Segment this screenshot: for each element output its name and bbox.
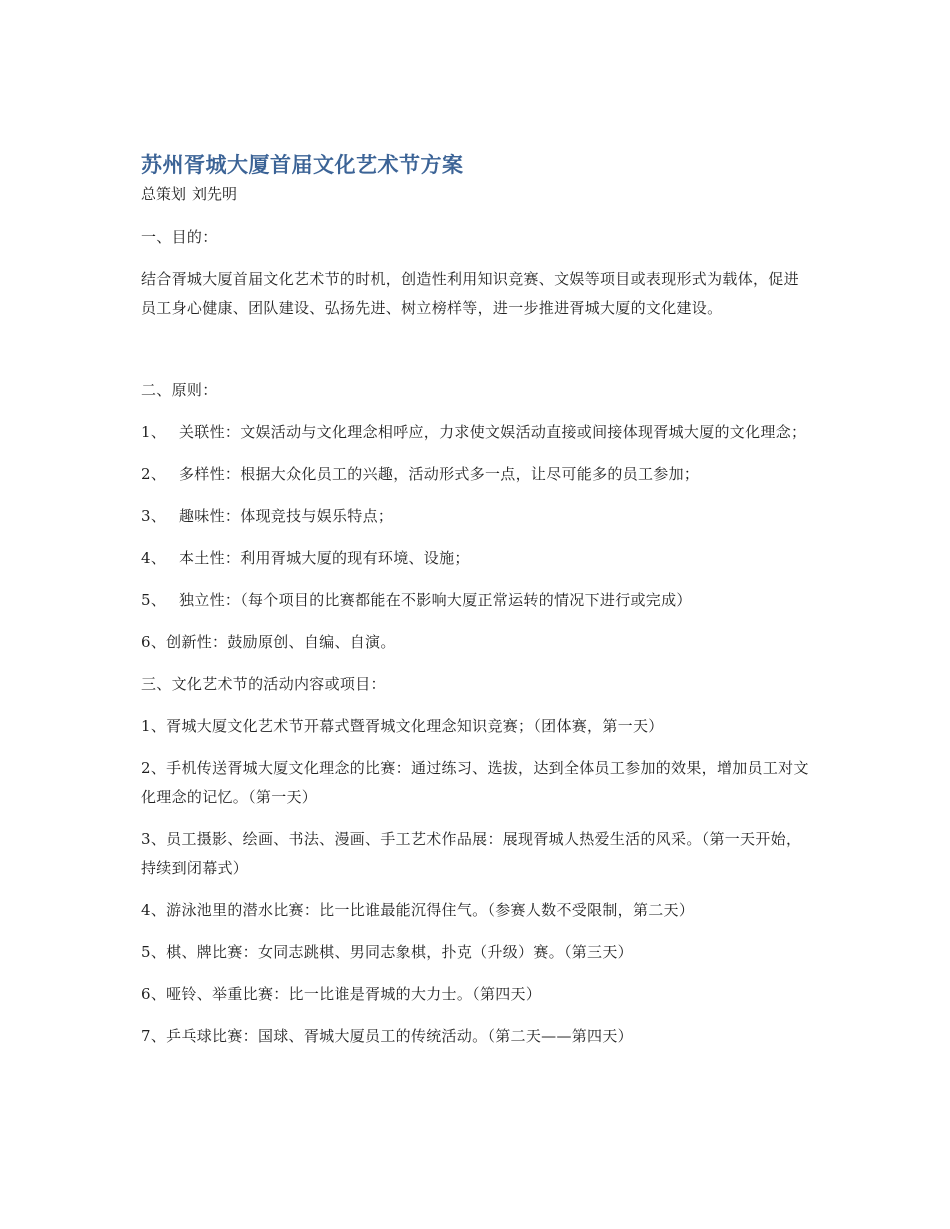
principle-text: 独立性：（每个项目的比赛都能在不影响大厦正常运转的情况下进行或完成） — [179, 591, 692, 609]
activity-text: 手机传送胥城大厦文化理念的比赛：通过练习、选拔，达到全体员工参加的效果，增加员工对文化理念的记忆。（第一天） — [141, 759, 809, 806]
activity-number: 5、 — [141, 943, 167, 961]
principle-number: 5、 — [141, 591, 167, 609]
activity-number: 4、 — [141, 901, 167, 919]
activity-item — [141, 712, 813, 741]
principle-number: 4、 — [141, 549, 167, 567]
document-content — [141, 150, 813, 1051]
activity-number: 7、 — [141, 1027, 167, 1045]
principle-text: 本土性：利用胥城大厦的现有环境、设施； — [179, 549, 470, 567]
principle-number: 3、 — [141, 507, 167, 525]
activity-text: 游泳池里的潜水比赛：比一比谁最能沉得住气。（参赛人数不受限制，第二天） — [166, 901, 695, 919]
principle-text: 多样性：根据大众化员工的兴趣，活动形式多一点，让尽可能多的员工参加； — [179, 465, 700, 483]
principle-item — [141, 502, 813, 531]
author-name: 刘先明 — [192, 185, 238, 203]
principle-number: 6、 — [141, 633, 167, 651]
activities-heading: 三、文化艺术节的活动内容或项目： — [141, 675, 386, 693]
principle-item — [141, 586, 813, 615]
principle-item — [141, 460, 813, 489]
activity-number: 6、 — [141, 985, 167, 1003]
purpose-body: 结合胥城大厦首届文化艺术节的时机，创造性利用知识竞赛、文娱等项目或表现形式为载体，促进员工身心健康、团队建设、弘扬先进、树立榜样等，进一步推进胥城大厦的文化建设。 — [141, 270, 799, 317]
activity-item — [141, 1022, 813, 1051]
activity-text: 胥城大厦文化艺术节开幕式暨胥城文化理念知识竞赛；（团体赛，第一天） — [166, 717, 664, 735]
activity-item — [141, 754, 813, 812]
activity-number: 1、 — [141, 717, 167, 735]
principle-item — [141, 418, 813, 447]
principles-heading: 二、原则： — [141, 381, 218, 399]
principle-text: 趣味性：体现竞技与娱乐特点； — [179, 507, 394, 525]
principle-text: 创新性：鼓励原创、自编、自演。 — [166, 633, 396, 651]
activity-text: 员工摄影、绘画、书法、漫画、手工艺术作品展：展现胥城人热爱生活的风采。（第一天开始，持续到闭幕式） — [141, 830, 802, 877]
document-title: 苏州胥城大厦首届文化艺术节方案 — [141, 153, 464, 177]
activity-item — [141, 896, 813, 925]
activity-item — [141, 980, 813, 1009]
principle-text: 关联性：文娱活动与文化理念相呼应，力求使文娱活动直接或间接体现胥城大厦的文化理念； — [179, 423, 807, 441]
principle-item — [141, 544, 813, 573]
activity-text: 乒乓球比赛：国球、胥城大厦员工的传统活动。（第二天——第四天） — [166, 1027, 633, 1045]
author-line — [141, 182, 813, 206]
activity-number: 3、 — [141, 830, 167, 848]
principle-number: 1、 — [141, 423, 167, 441]
activity-text: 哑铃、举重比赛：比一比谁是胥城的大力士。（第四天） — [166, 985, 542, 1003]
activity-item — [141, 825, 813, 883]
principle-number: 2、 — [141, 465, 167, 483]
activity-item — [141, 938, 813, 967]
activity-number: 2、 — [141, 759, 167, 777]
author-role: 总策划 — [141, 185, 187, 203]
purpose-heading: 一、目的： — [141, 228, 218, 246]
activity-text: 棋、牌比赛：女同志跳棋、男同志象棋，扑克（升级）赛。（第三天） — [166, 943, 633, 961]
principle-item — [141, 628, 813, 657]
